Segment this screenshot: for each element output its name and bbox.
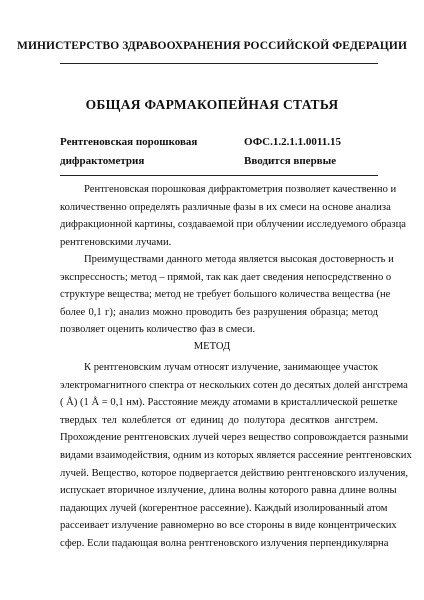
monograph-status: Вводится впервые <box>244 155 337 167</box>
monograph-code: ОФС.1.2.1.1.0011.15 <box>244 136 341 148</box>
monograph-title-line-2: дифрактометрия <box>60 155 145 167</box>
ministry-name: МИНИСТЕРСТВО ЗДРАВООХРАНЕНИЯ РОССИЙСКОЙ ФЕДЕРАЦИИ <box>16 40 407 52</box>
text-line: рассеивает излучение равномерно во все стороны в виде концентрических <box>60 520 397 532</box>
text-line: лучей. Вещество, которое подвергается действию рентгеновского излучения, <box>60 467 409 479</box>
text-line: количественно определять различные фазы в их смеси на основе анализа <box>60 201 391 213</box>
text-line: ( Å) (1 Å = 0,1 нм). Расстояние между атомами в кристаллической решетке <box>60 397 398 409</box>
text-line: электромагнитного спектра от нескольких сотен до десятых долей ангстрема <box>60 379 408 391</box>
text-line: видами взаимодействия, одним из которых является рассеяние рентгеновских <box>60 449 412 461</box>
text-line: позволяет оценить количество фаз в смеси. <box>60 324 256 336</box>
paragraph-advantages <box>60 251 394 339</box>
paragraph-method <box>60 359 412 553</box>
text-line: структуре вещества; метод не требует большого количества вещества (не <box>60 289 391 301</box>
text-line: К рентгеновским лучам относят излучение, занимающее участок <box>84 362 378 373</box>
text-line: Прохождение рентгеновских лучей через вещество сопровождается разными <box>60 432 409 444</box>
text-line: сфер. Если падающая волна рентгеновского излучения перпендикулярна <box>60 537 389 549</box>
section-heading-method: МЕТОД <box>193 341 231 352</box>
text-line: испускает вторичное излучение, длина волны которого равна длине волны <box>60 485 397 497</box>
header-divider <box>60 63 378 64</box>
text-line: твердых тел колеблется от единиц до полутора десятков ангстрем. <box>60 414 378 426</box>
text-line: Преимуществами данного метода является высокая достоверность и <box>84 254 394 265</box>
text-line: более 0,1 г); анализ можно проводить без разрушения образца; метод <box>60 306 378 318</box>
text-line: падающих лучей (когерентное рассеяние). Каждый изолированный атом <box>60 502 388 514</box>
text-line: дифракционной картины, создаваемой при облучении исследуемого образца <box>60 219 406 231</box>
text-line: рентгеновскими лучами. <box>60 236 172 248</box>
title-divider <box>60 175 378 176</box>
text-line: Рентгеновская порошковая дифрактометрия позволяет качественно и <box>84 184 397 195</box>
text-line: экспрессность; метод – прямой, так как дает сведения непосредственно о <box>60 271 392 283</box>
paragraph-intro <box>60 181 406 251</box>
article-type-title: ОБЩАЯ ФАРМАКОПЕЙНАЯ СТАТЬЯ <box>85 97 339 112</box>
monograph-title-line-1: Рентгеновская порошковая <box>60 136 198 148</box>
